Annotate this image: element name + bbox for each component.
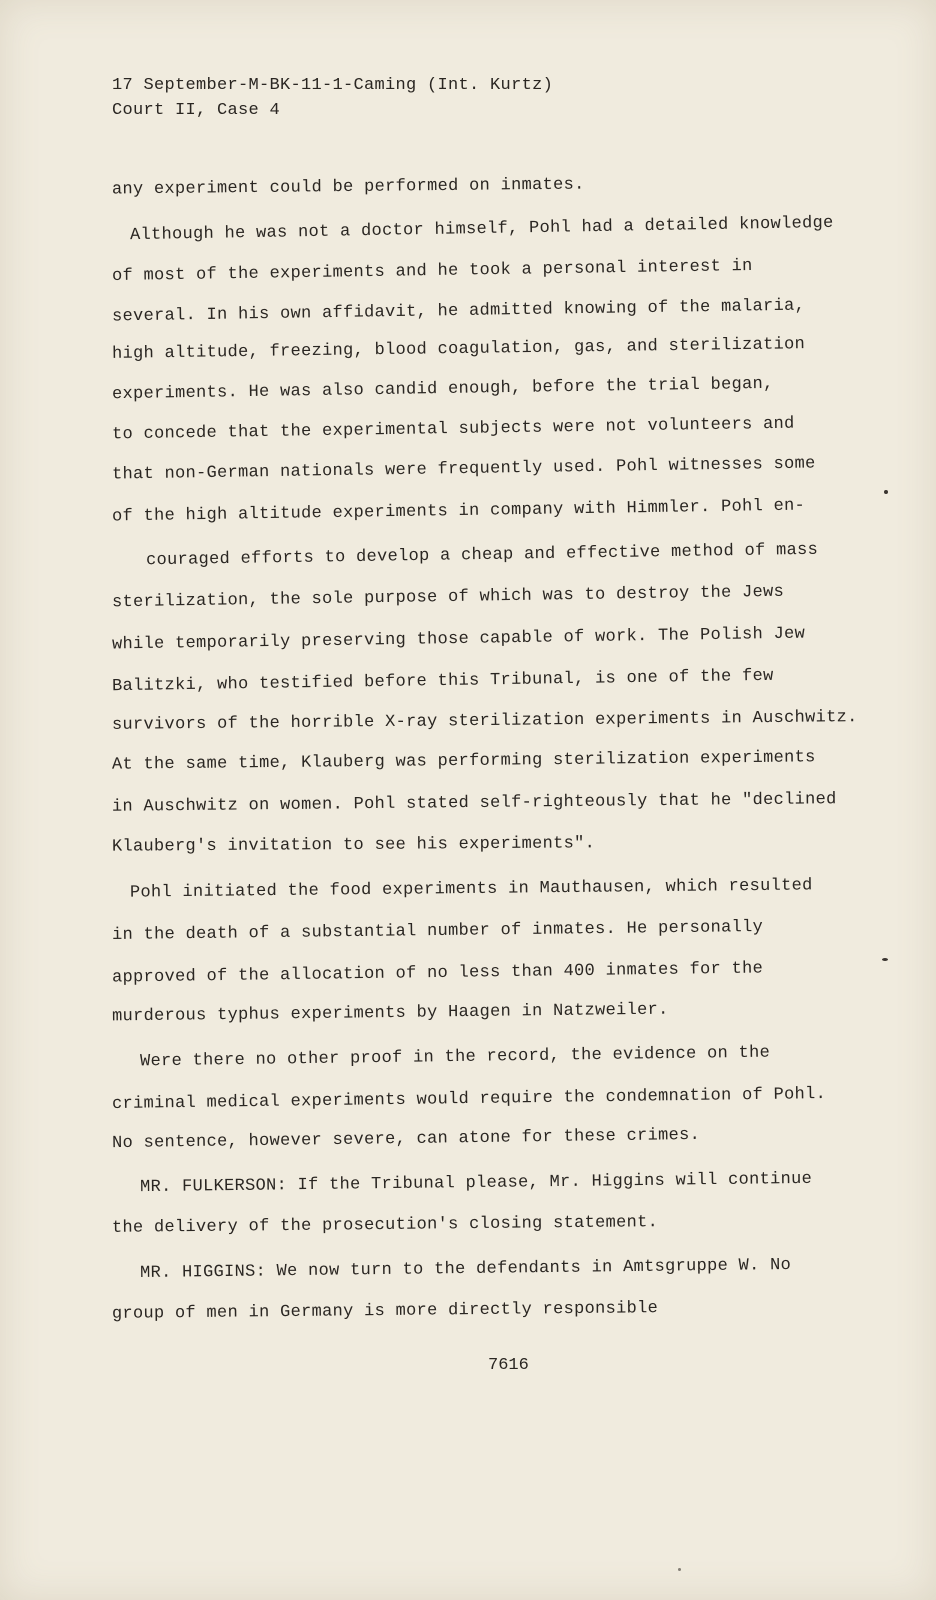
body-line: survivors of the horrible X-ray sterilization experiments in Auschwitz. (111, 708, 858, 735)
header-court-case: Court II, Case 4 (112, 101, 281, 120)
paper-speck (882, 958, 888, 961)
body-line: several. In his own affidavit, he admitted knowing of the malaria, (111, 296, 806, 327)
body-line: of most of the experiments and he took a personal interest in (111, 256, 753, 287)
paper-speck (884, 490, 888, 494)
body-line: that non-German nationals were frequently used. Pohl witnesses some (111, 454, 816, 485)
body-line: high altitude, freezing, blood coagulation, gas, and sterilization (111, 335, 806, 364)
body-line: MR. HIGGINS: We now turn to the defendants in Amtsgruppe W. No (139, 1256, 792, 1283)
body-line: No sentence, however severe, can atone for these crimes. (111, 1125, 701, 1154)
body-line: approved of the allocation of no less than 400 inmates for the (111, 959, 764, 988)
body-line: while temporarily preserving those capable of work. The Polish Jew (111, 624, 806, 655)
header-case-reference: 17 September-M-BK-11-1-Caming (Int. Kurtz) (112, 76, 554, 95)
body-line: sterilization, the sole purpose of which was to destroy the Jews (111, 582, 785, 613)
body-line: to concede that the experimental subjects were not volunteers and (111, 414, 795, 445)
page-number: 7616 (488, 1356, 529, 1375)
body-line: Were there no other proof in the record, the evidence on the (139, 1043, 771, 1072)
body-line: couraged efforts to develop a cheap and effective method of mass (145, 540, 819, 571)
body-line: At the same time, Klauberg was performing sterilization experiments (111, 748, 816, 775)
body-line: Pohl initiated the food experiments in Mauthausen, which resulted (129, 876, 813, 903)
body-line: the delivery of the prosecution's closing statement. (111, 1213, 659, 1238)
body-line: any experiment could be performed on inmates. (111, 175, 585, 200)
body-line: MR. FULKERSON: If the Tribunal please, Mr. Higgins will continue (139, 1169, 813, 1198)
body-line: murderous typhus experiments by Haagen in Natzweiler. (111, 1000, 669, 1027)
body-line: in the death of a substantial number of inmates. He personally (111, 918, 764, 945)
body-line: in Auschwitz on women. Pohl stated self-righteously that he "declined (111, 790, 837, 817)
body-line: Balitzki, who testified before this Tribunal, is one of the few (111, 666, 774, 697)
body-line: criminal medical experiments would require the condemnation of Pohl. (111, 1085, 827, 1114)
paper-speck (678, 1568, 681, 1571)
body-line: Klauberg's invitation to see his experiments". (111, 834, 596, 857)
body-line: Although he was not a doctor himself, Pohl had a detailed knowledge (129, 213, 834, 246)
body-line: of the high altitude experiments in company with Himmler. Pohl en- (111, 496, 806, 527)
body-line: experiments. He was also candid enough, before the trial began, (111, 374, 774, 405)
body-line: group of men in Germany is more directly responsible (111, 1299, 659, 1324)
